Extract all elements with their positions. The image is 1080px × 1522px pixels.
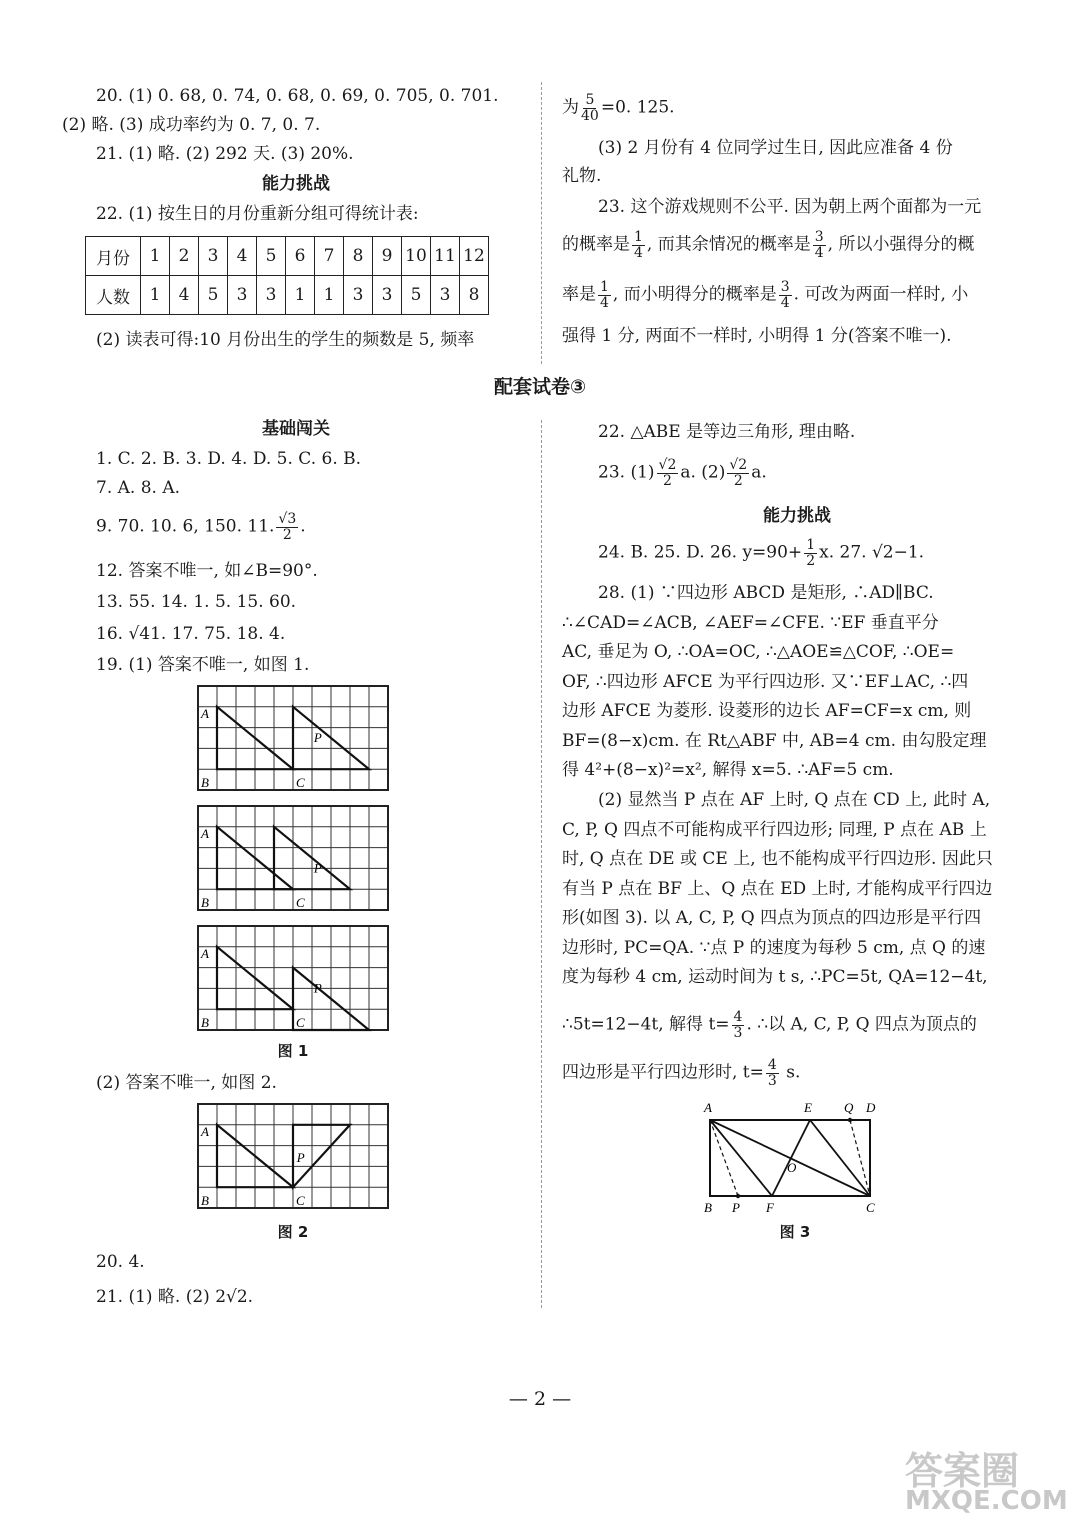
table-cell: 6 xyxy=(286,237,315,276)
label-A: A xyxy=(201,826,209,842)
grid-figure-2 xyxy=(198,1104,388,1210)
label-P: P xyxy=(313,980,322,996)
paragraph-line: 度为每秒 4 cm, 运动时间为 t s, ∴PC=5t, QA=12−4t, xyxy=(562,967,988,987)
section-heading-basic: 基础闯关 xyxy=(262,419,330,439)
paragraph-line: 边形 AFCE 为菱形. 设菱形的边长 AF=CF=x cm, 则 xyxy=(562,701,972,721)
answer-21: 21. (1) 略. (2) 292 天. (3) 20%. xyxy=(96,144,354,164)
answer-20: 20. 4. xyxy=(96,1252,145,1272)
answers-24-27: 24. B. 25. D. 26. y=90+ $\frac{1}{2}$ x. 27. √2−1. xyxy=(598,537,925,569)
table-cell: 5 xyxy=(257,237,286,276)
table-row xyxy=(86,237,489,276)
answer-22-3-line1: (3) 2 月份有 4 位同学过生日, 因此应准备 4 份 xyxy=(598,138,953,158)
grid-figure-1a xyxy=(198,686,388,790)
answer-23-line2: 的概率是 $\frac{1}{4}$ , 而其余情况的概率是 $\frac{3}{4}$ , 所以小强得分的概 xyxy=(562,229,975,261)
answer-19-2: (2) 答案不唯一, 如图 2. xyxy=(96,1073,277,1093)
table-cell: 9 xyxy=(373,237,402,276)
section-heading-challenge-2: 能力挑战 xyxy=(763,506,831,526)
answers-1-6: 1. C. 2. B. 3. D. 4. D. 5. C. 6. B. xyxy=(96,449,362,469)
label-Q: Q xyxy=(844,1100,854,1115)
label-E: E xyxy=(804,1100,812,1115)
label-B: B xyxy=(201,895,209,910)
text: =0. 125. xyxy=(600,97,675,118)
label-P: P xyxy=(732,1200,740,1215)
answer-23-line1: 23. 这个游戏规则不公平. 因为朝上两个面都为一元 xyxy=(598,197,982,217)
table-cell: 3 xyxy=(344,276,373,315)
table-head-month: 月份 xyxy=(86,237,141,276)
table-cell: 3 xyxy=(257,276,286,315)
answer-22-line2: (2) 读表可得:10 月份出生的学生的频数是 5, 频率 xyxy=(96,330,475,350)
table-cell: 4 xyxy=(170,276,199,315)
table-cell: 3 xyxy=(431,276,460,315)
answer-28-t-line: ∴5t=12−4t, 解得 t= $\frac{4}{3}$ . ∴以 A, C, P, Q 四点为顶点的 xyxy=(562,1009,977,1041)
paragraph-line: AC, 垂足为 O, ∴OA=OC, ∴△AOE≌△COF, ∴OE= xyxy=(562,642,955,662)
label-B: B xyxy=(201,775,209,790)
label-A: A xyxy=(201,946,209,962)
answers-7-8: 7. A. 8. A. xyxy=(96,478,181,498)
section-heading-challenge: 能力挑战 xyxy=(262,174,330,194)
fraction: $\frac{5}{40}$ xyxy=(581,92,599,124)
paper-title: 配套试卷③ xyxy=(493,376,587,398)
answer-22-3-line2: 礼物. xyxy=(562,166,602,186)
watermark-url: MXQE.COM xyxy=(905,1486,1068,1516)
label-B: B xyxy=(704,1200,712,1215)
figure-3-rectangle xyxy=(700,1098,890,1218)
paragraph-line: C, P, Q 四点不可能构成平行四边形; 同理, P 点在 AB 上 xyxy=(562,819,987,840)
table-cell: 5 xyxy=(402,276,431,315)
answer-23: 23. (1) $\frac{√2}{2}$ a. (2) $\frac{√2}{2}$ a. xyxy=(598,457,767,489)
table-cell: 8 xyxy=(460,276,489,315)
table-cell: 2 xyxy=(170,237,199,276)
label-B: B xyxy=(201,1015,209,1030)
table-cell: 1 xyxy=(141,276,170,315)
page-number: — 2 — xyxy=(508,1388,572,1410)
label-A: A xyxy=(201,706,209,722)
answer-28-final: 四边形是平行四边形时, t= $\frac{4}{3}$ s. xyxy=(562,1057,801,1089)
answers-16-18: 16. √41. 17. 75. 18. 4. xyxy=(96,624,286,644)
label-P: P xyxy=(296,1150,305,1166)
label-O: O xyxy=(787,1160,797,1175)
paragraph-line: 形(如图 3). 以 A, C, P, Q 四点为顶点的四边形是平行四 xyxy=(562,908,982,928)
column-divider-bottom xyxy=(541,420,542,1308)
grid-figure-1b xyxy=(198,806,388,910)
paragraph-line: ∴∠CAD=∠ACB, ∠AEF=∠CFE. ∵EF 垂直平分 xyxy=(562,612,939,633)
table-cell: 4 xyxy=(228,237,257,276)
label-C: C xyxy=(296,895,305,910)
paragraph-line: 边形时, PC=QA. ∵点 P 的速度为每秒 5 cm, 点 Q 的速 xyxy=(562,937,986,958)
label-C: C xyxy=(296,775,305,790)
paragraph-line: OF, ∴四边形 AFCE 为平行四边形. 又∵EF⊥AC, ∴四 xyxy=(562,671,969,692)
table-cell: 8 xyxy=(344,237,373,276)
answer-20-line2: (2) 略. (3) 成功率约为 0. 7, 0. 7. xyxy=(62,115,321,135)
answer-12: 12. 答案不唯一, 如∠B=90°. xyxy=(96,561,318,581)
text: 为 xyxy=(562,97,579,118)
label-P: P xyxy=(313,860,322,876)
label-A: A xyxy=(704,1100,712,1115)
answer-23-line4: 强得 1 分, 两面不一样时, 小明得 1 分(答案不唯一). xyxy=(562,326,952,346)
table-cell: 12 xyxy=(460,237,489,276)
grid-figure-1c xyxy=(198,926,388,1030)
answer-22: 22. △ABE 是等边三角形, 理由略. xyxy=(598,422,856,442)
table-cell: 1 xyxy=(141,237,170,276)
answer-22-line1: 22. (1) 按生日的月份重新分组可得统计表: xyxy=(96,204,419,224)
table-head-count: 人数 xyxy=(86,276,141,315)
figure-3-caption: 图 3 xyxy=(779,1223,811,1241)
label-C: C xyxy=(296,1015,305,1030)
paragraph-line: 时, Q 点在 DE 或 CE 上, 也不能构成平行四边形. 因此只 xyxy=(562,849,993,869)
answers-13-15: 13. 55. 14. 1. 5. 15. 60. xyxy=(96,592,297,612)
figure-1-caption: 图 1 xyxy=(277,1042,309,1060)
table-cell: 1 xyxy=(315,276,344,315)
answers-9-11: 9. 70. 10. 6, 150. 11. $\frac{√3}{2}$ . xyxy=(96,511,306,543)
table-cell: 11 xyxy=(431,237,460,276)
paragraph-line: (2) 显然当 P 点在 AF 上时, Q 点在 CD 上, 此时 A, xyxy=(598,790,991,810)
label-C: C xyxy=(296,1193,305,1208)
table-cell: 5 xyxy=(199,276,228,315)
paragraph-line: 有当 P 点在 BF 上、Q 点在 ED 上时, 才能构成平行四边 xyxy=(562,878,993,899)
table-cell: 3 xyxy=(228,276,257,315)
figure-2-caption: 图 2 xyxy=(277,1223,309,1241)
table-cell: 3 xyxy=(199,237,228,276)
table-cell: 7 xyxy=(315,237,344,276)
label-A: A xyxy=(201,1124,209,1140)
label-C: C xyxy=(866,1200,875,1215)
answer-21: 21. (1) 略. (2) 2√2. xyxy=(96,1287,254,1307)
paragraph-line: 28. (1) ∵四边形 ABCD 是矩形, ∴AD∥BC. xyxy=(598,583,934,603)
label-D: D xyxy=(866,1100,876,1115)
answer-19-1: 19. (1) 答案不唯一, 如图 1. xyxy=(96,655,310,675)
table-cell: 3 xyxy=(373,276,402,315)
paragraph-line: 得 4²+(8−x)²=x², 解得 x=5. ∴AF=5 cm. xyxy=(562,760,894,780)
answer-23-line3: 率是 $\frac{1}{4}$ , 而小明得分的概率是 $\frac{3}{4}$ . 可改为两面一样时, 小 xyxy=(562,279,969,311)
column-divider-top xyxy=(541,82,542,364)
table-cell: 1 xyxy=(286,276,315,315)
label-P: P xyxy=(313,730,322,746)
watermark-logo: 答案圈 xyxy=(905,1449,1020,1493)
birthday-stats-table xyxy=(85,236,489,315)
answer-20-line1: 20. (1) 0. 68, 0. 74, 0. 68, 0. 69, 0. 705, 0. 701. xyxy=(96,86,499,106)
paragraph-line: BF=(8−x)cm. 在 Rt△ABF 中, AB=4 cm. 由勾股定理 xyxy=(562,730,987,751)
label-F: F xyxy=(766,1200,774,1215)
answer-22-cont xyxy=(562,93,675,123)
table-cell: 10 xyxy=(402,237,431,276)
label-B: B xyxy=(201,1193,209,1208)
table-row xyxy=(86,276,489,315)
